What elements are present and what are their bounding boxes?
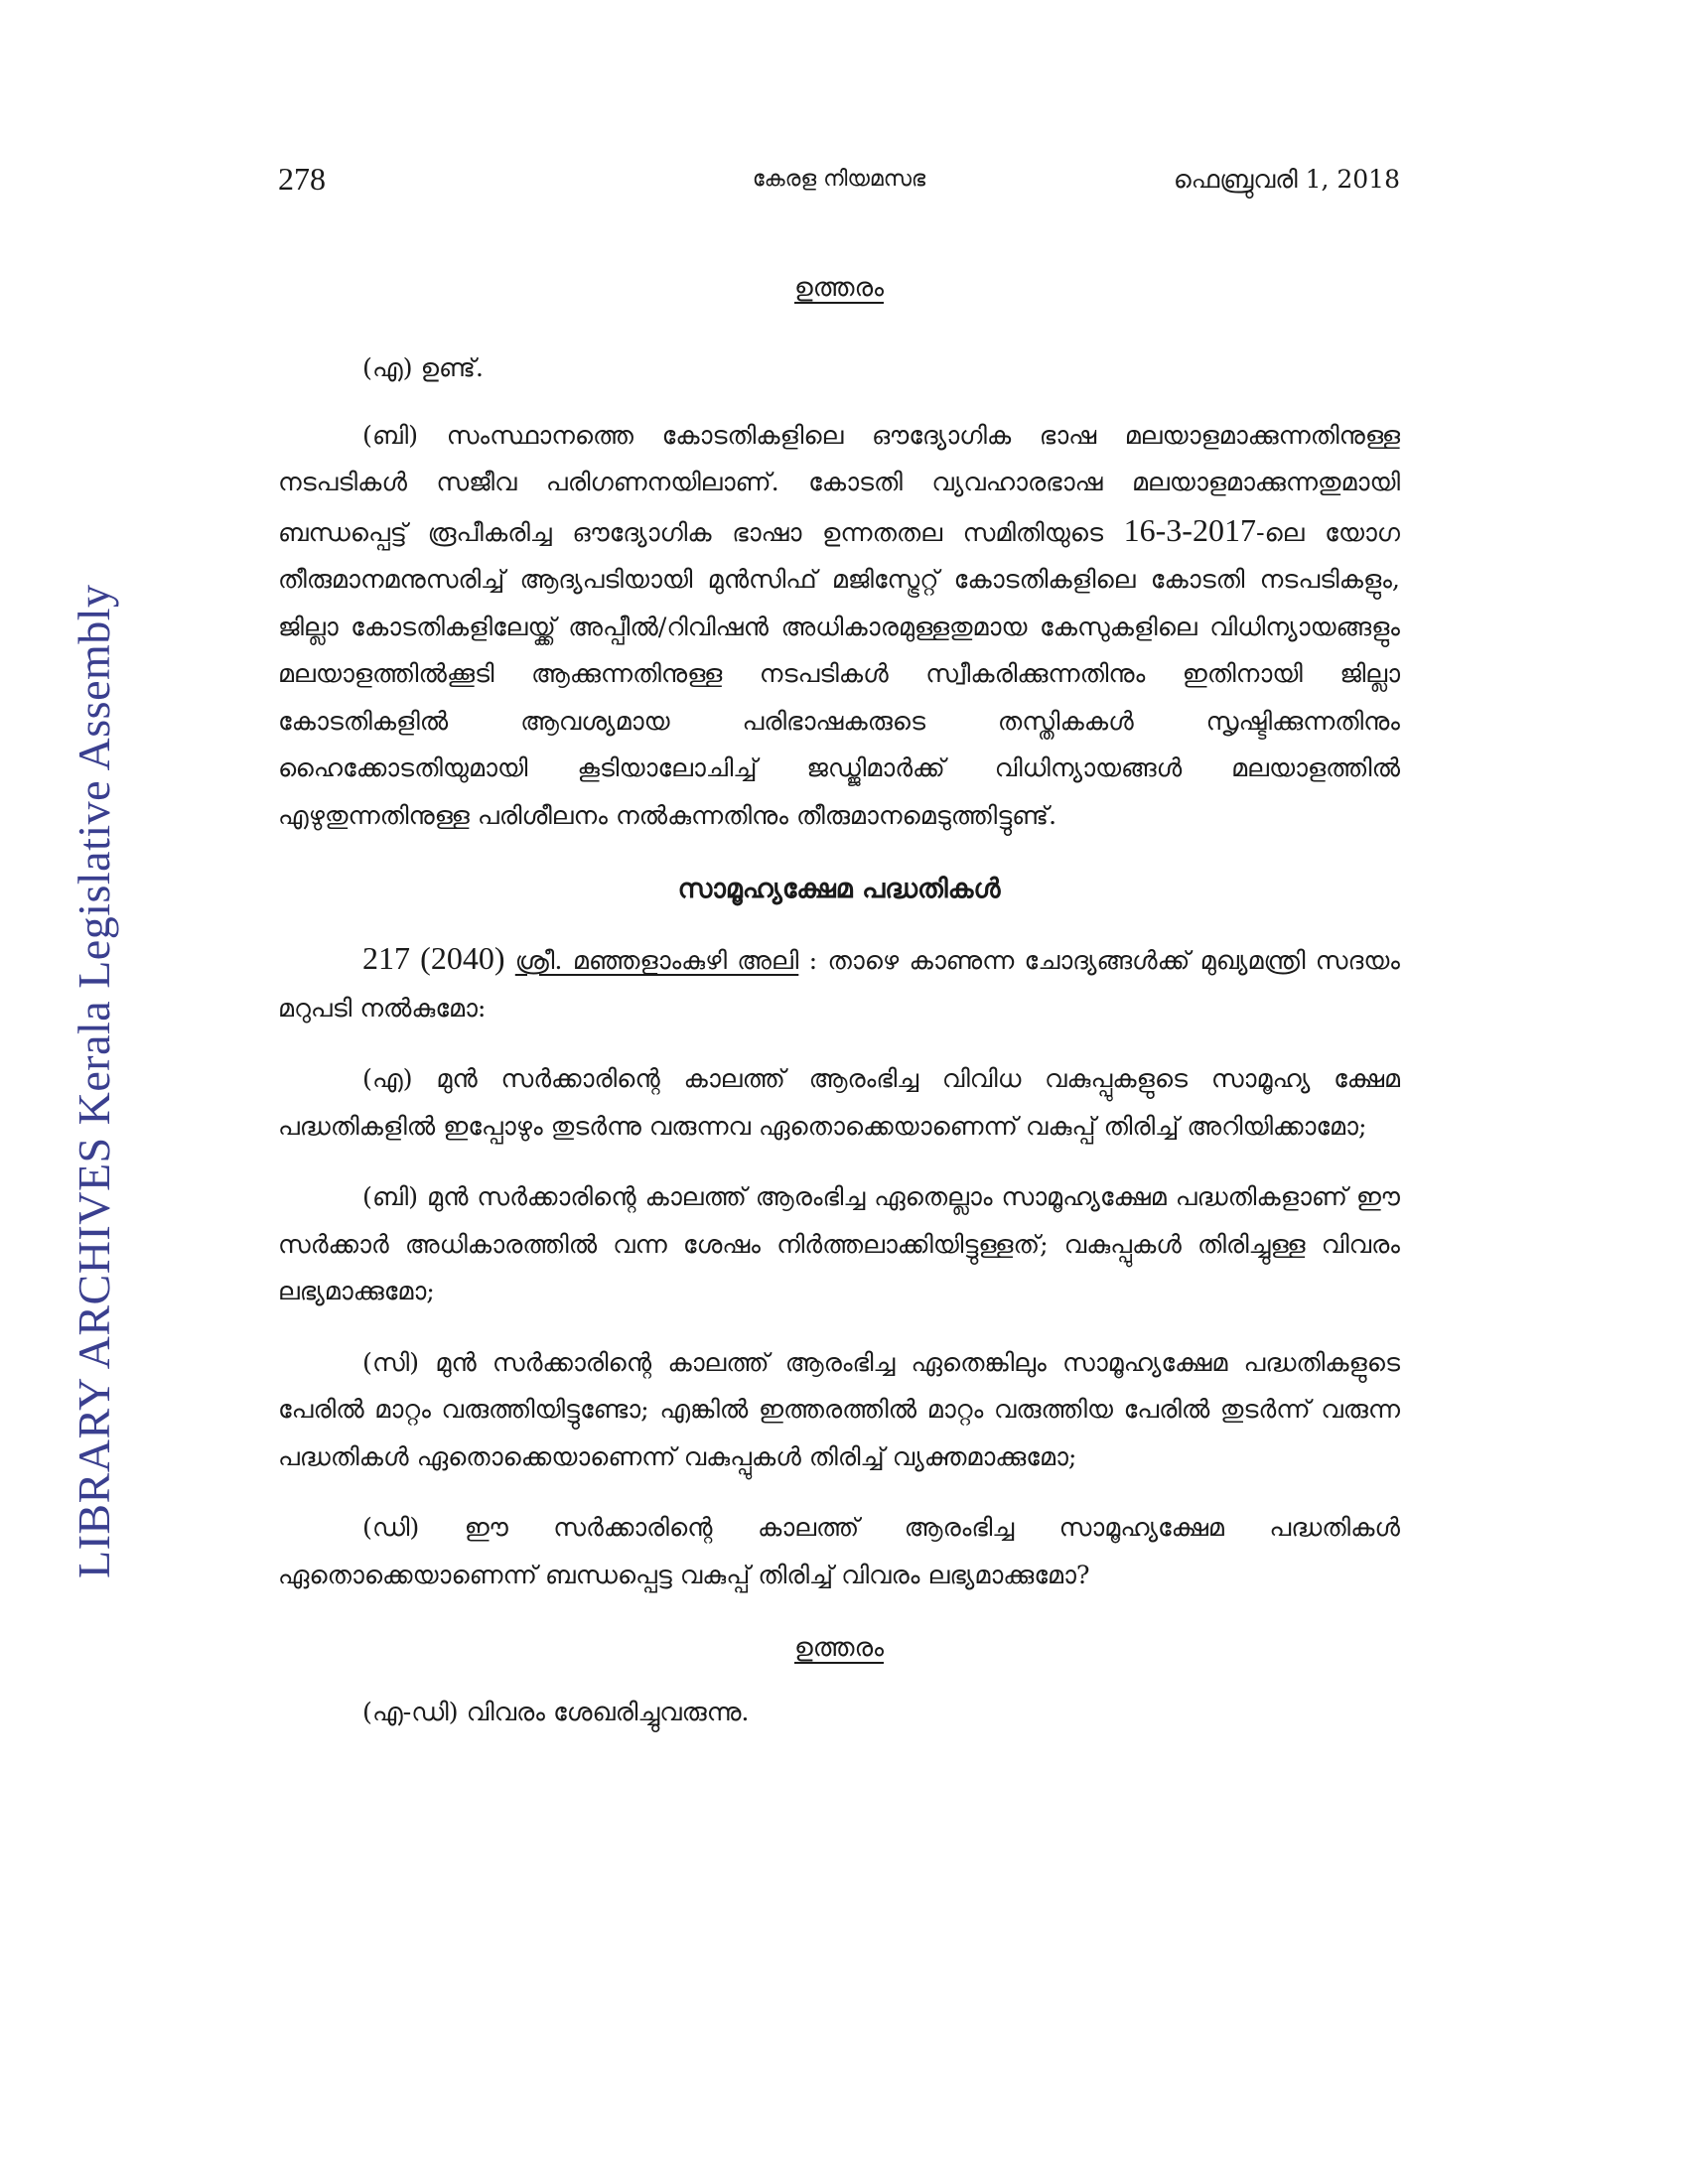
- section-heading: സാമൂഹ്യക്ഷേമ പദ്ധതികൾ: [677, 874, 1001, 904]
- question-d: (ഡി) ഈ സർക്കാരിന്റെ കാലത്ത് ആരംഭിച്ച സാമൂഹ്യക്ഷേമ പദ്ധതികൾ ഏതൊക്കെയാണെന്ന് ബന്ധപ്പെട്ട വകുപ്പ് തിരിച്ച് വിവരം ലഭ്യമാക്കുമോ?: [278, 1513, 1400, 1590]
- page-number: 278: [278, 161, 326, 197]
- question-intro: [278, 935, 1400, 1032]
- header-title: കേരള നിയമസഭ: [752, 167, 926, 192]
- member-name: ശ്രീ. മഞ്ഞളാംകുഴി അലി: [514, 946, 799, 976]
- header-date: ഫെബ്രുവരി 1, 2018: [1173, 165, 1400, 194]
- answer-b-text-2: -ലെ യോഗ തീരുമാനമനുസരിച്ച് ആദ്യപടിയായി മുൻസിഫ് മജിസ്ട്രേറ്റ് കോടതികളിലെ കോടതി നടപടികളും, ജില്ലാ കോടതികളിലേയ്ക്ക് അപ്പീൽ/റിവിഷൻ അധികാരമുള്ളതുമായ കേസുകളിലെ വിധിന്യായങ്ങളും മലയാളത്തിൽക്കൂടി ആക്കുന്നതിനുള്ള നടപടികൾ സ്വീകരിക്കുന്നതിനും ഇതിനായി ജില്ലാ കോടതികളിൽ ആവശ്യമായ പരിഭാഷകരുടെ തസ്തികകൾ സൃഷ്ടിക്കുന്നതിനും ഹൈക്കോടതിയുമായി കൂടിയാലോചിച്ച് ജഡ്ജിമാർക്ക് വിധിന്യായങ്ങൾ മലയാളത്തിൽ എഴുതുന്നതിനുള്ള പരിശീലനം നൽകുന്നതിനും തീരുമാനമെടുത്തിട്ടുണ്ട്.: [278, 517, 1400, 831]
- question-number: 217 (2040): [362, 940, 505, 976]
- question-b: (ബി) മുൻ സർക്കാരിന്റെ കാലത്ത് ആരംഭിച്ച ഏതെല്ലാം സാമൂഹ്യക്ഷേമ പദ്ധതികളാണ് ഈ സർക്കാർ അധികാരത്തിൽ വന്ന ശേഷം നിർത്തലാക്കിയിട്ടുള്ളത്; വകുപ്പുകൾ തിരിച്ചുള്ള വിവരം ലഭ്യമാക്കുമോ;: [278, 1182, 1400, 1306]
- answer-heading: ഉത്തരം: [794, 273, 884, 303]
- question-intro-text: : താഴെ കാണുന്ന ചോദ്യങ്ങൾക്ക് മുഖ്യമന്ത്രി സദയം മറുപടി നൽകുമോ:: [278, 946, 1400, 1024]
- question-c: (സി) മുൻ സർക്കാരിന്റെ കാലത്ത് ആരംഭിച്ച ഏതെങ്കിലും സാമൂഹ്യക്ഷേമ പദ്ധതികളുടെ പേരിൽ മാറ്റം വരുത്തിയിട്ടുണ്ടോ; എങ്കിൽ ഇത്തരത്തിൽ മാറ്റം വരുത്തിയ പേരിൽ തുടർന്ന് വരുന്ന പദ്ധതികൾ ഏതൊക്കെയാണെന്ന് വകുപ്പുകൾ തിരിച്ച് വ്യക്തമാക്കുമോ;: [278, 1347, 1400, 1472]
- page-header: [278, 161, 1400, 201]
- answer2-text: (എ-ഡി) വിവരം ശേഖരിച്ചുവരുന്നു.: [362, 1698, 750, 1727]
- archive-watermark: LIBRARY ARCHIVES Kerala Legislative Assembly: [69, 584, 119, 1578]
- page-content: [278, 273, 1400, 1737]
- answer2-heading: ഉത്തരം: [794, 1633, 884, 1663]
- answer-b: [278, 413, 1400, 841]
- question-a: (എ) മുൻ സർക്കാരിന്റെ കാലത്ത് ആരംഭിച്ച വിവിധ വകുപ്പുകളുടെ സാമൂഹ്യ ക്ഷേമ പദ്ധതികളിൽ ഇപ്പോഴും തുടർന്നു വരുന്നവ ഏതൊക്കെയാണെന്ന് വകുപ്പ് തിരിച്ച് അറിയിക്കാമോ;: [278, 1064, 1400, 1142]
- meeting-date: 16-3-2017: [1123, 511, 1256, 548]
- answer-b-text-1: (ബി) സംസ്ഥാനത്തെ കോടതികളിലെ ഔദ്യോഗിക ഭാഷ മലയാളമാക്കുന്നതിനുള്ള നടപടികൾ സജീവ പരിഗണനയിലാണ്. കോടതി വ്യവഹാരഭാഷ മലയാളമാക്കുന്നതുമായി ബന്ധപ്പെട്ട് രൂപീകരിച്ച ഔദ്യോഗിക ഭാഷാ ഉന്നതതല സമിതിയുടെ: [278, 420, 1400, 548]
- answer-a: (എ) ഉണ്ട്.: [362, 353, 484, 383]
